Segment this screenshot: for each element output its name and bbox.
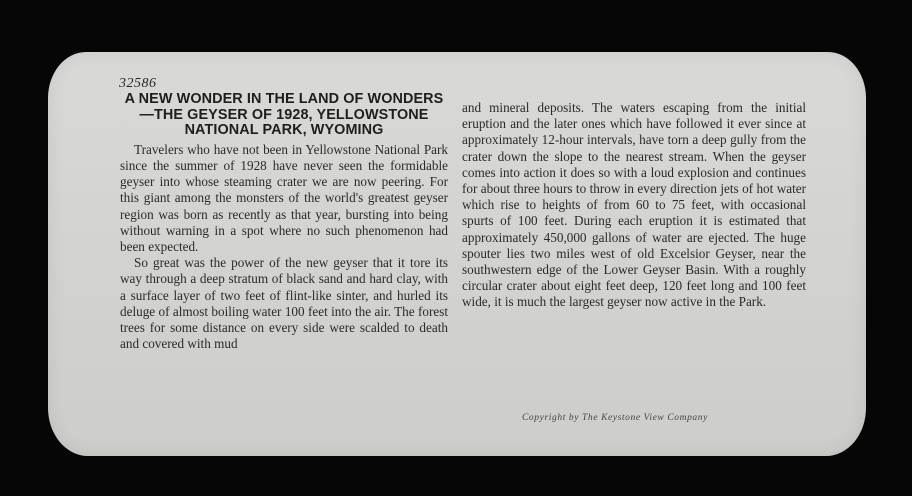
paragraph-2-left: So great was the power of the new geyser that it tore its way through a deep stratum of black sand and hard clay, with a surface layer of two feet of flint-like sinter, and hurled its deluge of almost boiling water 100 feet into the air. The forest trees for some distance on every side were scalded to death and covered with mud xyxy=(120,255,448,352)
copyright-notice: Copyright by The Keystone View Company xyxy=(522,413,708,423)
stereoview-card-back xyxy=(48,52,866,456)
paragraph-1: Travelers who have not been in Yellowstone National Park since the summer of 1928 have never seen the formidable geyser into whose steaming crater we are now peering. For this giant among the monsters of the world's greatest geyser region was born as recently as that year, bursting into being without warning in a spot where no such phenomenon had been expected. xyxy=(120,141,448,254)
card-number: 32586 xyxy=(119,76,157,91)
left-column xyxy=(120,92,448,352)
right-column xyxy=(462,100,806,311)
left-body xyxy=(120,142,448,353)
card-title: A NEW WONDER IN THE LAND OF WONDERS—THE GEYSER OF 1928, YELLOWSTONE NATIONAL PARK, WYOMING xyxy=(124,91,444,139)
paragraph-2-right: and mineral deposits. The waters escaping from the initial eruption and the later ones which have followed it ever since at approximately 12-hour intervals, have torn a deep gully from the crater down the slope to the nearest stream. When the geyser comes into action it does so with a loud explosion and continues for about three hours to throw in every direction jets of hot water which rise to heights of from 60 to 75 feet, with occasional spurts of 100 feet. During each eruption it is estimated that approximately 450,000 gallons of water are ejected. The huge spouter lies two miles west of old Excelsior Geyser, near the southwestern edge of the Lower Geyser Basin. With a roughly circular crater about eight feet deep, 120 feet long and 100 feet wide, it is much the largest geyser now active in the Park. xyxy=(462,100,806,310)
